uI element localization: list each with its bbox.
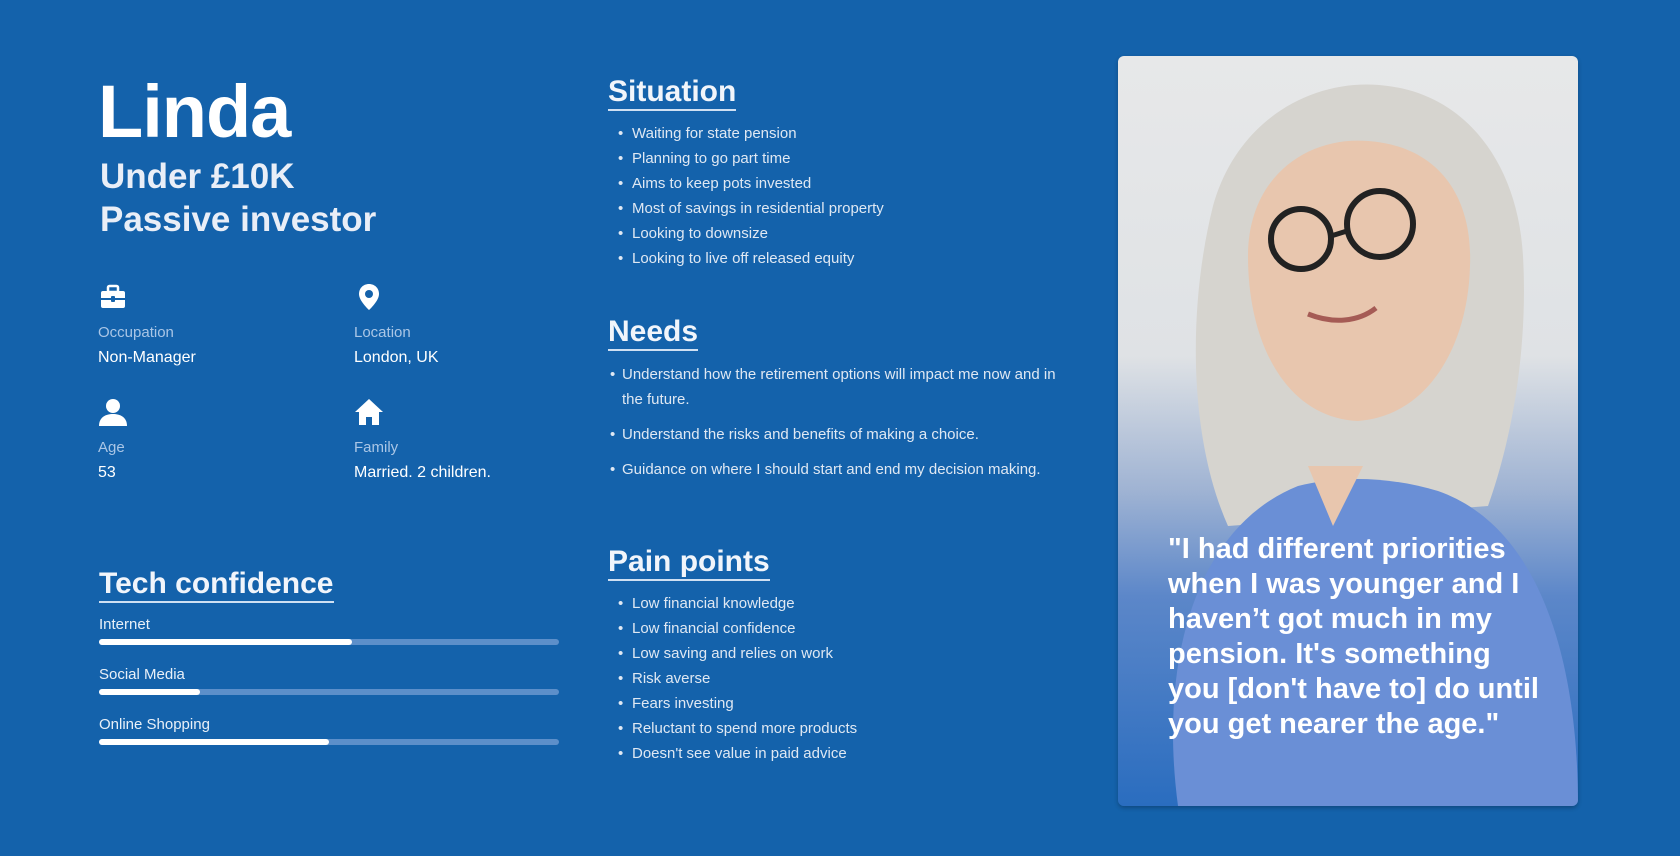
skill-label: Social Media [99, 666, 185, 683]
needs-heading: Needs [608, 316, 698, 351]
skill-label: Internet [99, 616, 150, 633]
fact-label: Location [354, 324, 411, 341]
skill-social-media [99, 666, 559, 695]
list-item: • Waiting for state pension [618, 121, 884, 146]
skill-bar-fill [99, 689, 200, 695]
situation-list [618, 121, 884, 271]
list-item: • Guidance on where I should start and end my decision making. [610, 457, 1060, 482]
fact-occupation [98, 282, 318, 367]
fact-family [354, 397, 574, 482]
persona-facts [98, 282, 568, 502]
list-item: • Aims to keep pots invested [618, 171, 884, 196]
situation-heading: Situation [608, 76, 736, 111]
persona-investor-type: Passive investor [100, 200, 377, 239]
skill-label: Online Shopping [99, 716, 210, 733]
skill-internet [99, 616, 559, 645]
persona-profile [98, 70, 568, 733]
tech-confidence-heading: Tech confidence [99, 568, 334, 603]
skill-bar [99, 639, 559, 645]
persona-name: Linda [98, 70, 291, 153]
list-item: • Fears investing [618, 691, 857, 716]
home-icon [354, 397, 384, 427]
list-item: • Risk averse [618, 666, 857, 691]
list-item: • Low financial knowledge [618, 591, 857, 616]
list-item: • Doesn't see value in paid advice [618, 741, 857, 766]
list-item: • Most of savings in residential property [618, 196, 884, 221]
persona-budget: Under £10K [100, 157, 295, 196]
persona-quote: "I had different priorities when I was younger and I haven’t got much in my pension. It's something you [don't have to] do until you get nearer the age." [1168, 533, 1539, 740]
skill-bar [99, 689, 559, 695]
fact-label: Occupation [98, 324, 174, 341]
briefcase-icon [98, 282, 128, 312]
list-item: • Low saving and relies on work [618, 641, 857, 666]
list-item: • Low financial confidence [618, 616, 857, 641]
person-icon [98, 397, 128, 427]
list-item: • Understand how the retirement options will impact me now and in the future. [610, 362, 1060, 412]
persona-photo-card [1118, 56, 1578, 806]
fact-value: London, UK [354, 349, 439, 366]
pain-points-list [618, 591, 857, 766]
location-pin-icon [354, 282, 384, 312]
fact-value: 53 [98, 464, 116, 481]
list-item: • Looking to downsize [618, 221, 884, 246]
list-item: • Looking to live off released equity [618, 246, 884, 271]
skill-bar [99, 739, 559, 745]
fact-location [354, 282, 574, 367]
skill-bar-fill [99, 639, 352, 645]
skill-bar-fill [99, 739, 329, 745]
fact-label: Family [354, 439, 399, 456]
list-item: • Planning to go part time [618, 146, 884, 171]
needs-list [610, 362, 1060, 492]
list-item: • Understand the risks and benefits of making a choice. [610, 422, 1060, 447]
list-item: • Reluctant to spend more products [618, 716, 857, 741]
fact-age [98, 397, 318, 482]
skill-online-shopping [99, 716, 559, 745]
fact-value: Non-Manager [98, 349, 196, 366]
fact-value: Married. 2 children. [354, 464, 491, 481]
pain-points-heading: Pain points [608, 546, 770, 581]
fact-label: Age [98, 439, 125, 456]
